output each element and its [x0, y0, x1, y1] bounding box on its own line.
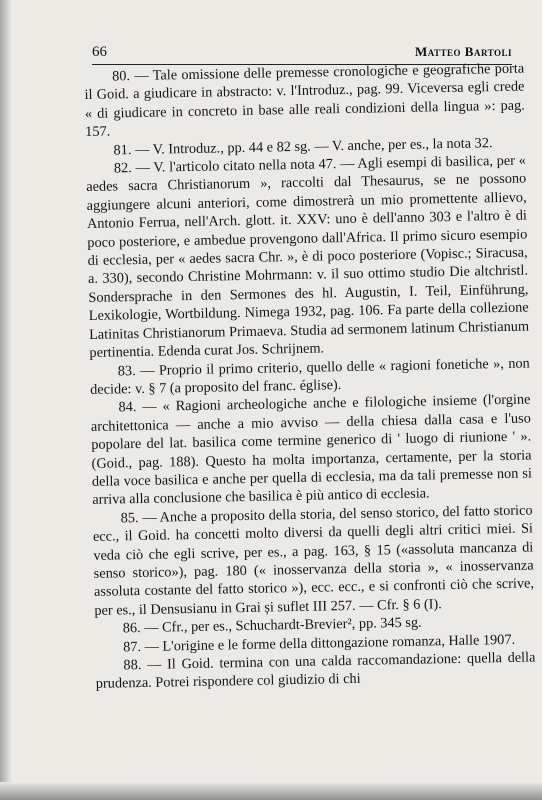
- note-83: 83. — Proprio il primo criterio, quello delle « ragioni fonetiche », non decide: v. § 7 (a proposito del franc. église).: [90, 354, 530, 398]
- footnotes-block: [84, 60, 536, 694]
- running-head: Matteo Bartoli: [414, 44, 512, 59]
- note-87: 87. — L'origine e le forme della dittongazione romanza, Halle 1907.: [122, 631, 516, 655]
- note-84: 84. — « Ragioni archeologiche anche e filologiche insieme (l'orgine architettonica — anche a mio avviso — della chiesa dalla casa e l'uso popolare del lat. basilica come termine generico di ' luogo di riunione ' ». (Goid., pag. 188). Questo ha molta importanza, certamente, per la storia della voce basilica e anche per quella di ecclesia, ma da tali premesse non si arriva alla conclusione che basilica è più antico di ecclesia.: [90, 391, 533, 509]
- note-81: 81. — V. Introduz., pp. 44 e 82 sg. — V. anche, per es., la nota 32.: [113, 134, 493, 159]
- note-88: 88. — Il Goid. termina con una calda raccomandazione: quella della prudenza. Potrei rispondere col giudizio di chi: [95, 649, 536, 693]
- note-82: 82. — V. l'articolo citato nella nota 47. — Agli esempi di basilica, per « aedes sacra Christianorum », raccolti dal Thesaurus, se ne possono aggiungere alcuni anteriori, come dimostrerà un mio promettente allievo, Antonio Ferrua, nell'Arch. glott. it. XXV: uno è dell'anno 303 e l'altro è di poco posteriore, e ambedue provengono dall'Africa. Il primo sicuro esempio di ecclesia, per « aedes sacra Chr. », è di poco posteriore (Vopisc.; Siracusa, a. 330), secondo Christine Mohrmann: v. il suo ottimo studio Die altchristl. Sondersprache in den Sermones des hl. Augustin, I. Teil, Einführung, Lexikologie, Wortbildung. Nimega 1932, pag. 106. Fa parte della collezione Latinitas Christianorum Primaeva. Studia ad sermonem latinum Christianum pertinentia. Edenda curat Jos. Schrijnem.: [86, 152, 530, 362]
- note-86: 86. — Cfr., per es., Schuchardt-Brevier², pp. 345 sg.: [122, 614, 422, 637]
- note-80: 80. — Tale omissione delle premesse cronologiche e geografiche porta il Goid. a giudicare in abstracto: v. l'Introduz., pag. 99. Viceversa egli crede « di giudicare in concreto in base alle reali condizioni della lingua »: pag. 157.: [84, 60, 525, 141]
- page-bottom-edge: [0, 782, 542, 800]
- note-85: 85. — Anche a proposito della storia, del senso storico, del fatto storico ecc., il Goid. ha concetti molto diversi da quelli degli altri critici miei. Si veda ciò che egli scrive, per es., a pag. 163, § 15 («assoluta mancanza di senso storico»), pag. 180 (« inosservanza della storia », « inosservanza assoluta costante del fatto storico »), ecc. ecc., e si confronti ciò che scrive, per es., il Densusianu in Grai și suflet III 257. — Cfr. § 6 (I).: [92, 502, 535, 619]
- page-number: 66: [92, 44, 107, 60]
- gutter-shadow: [0, 0, 12, 800]
